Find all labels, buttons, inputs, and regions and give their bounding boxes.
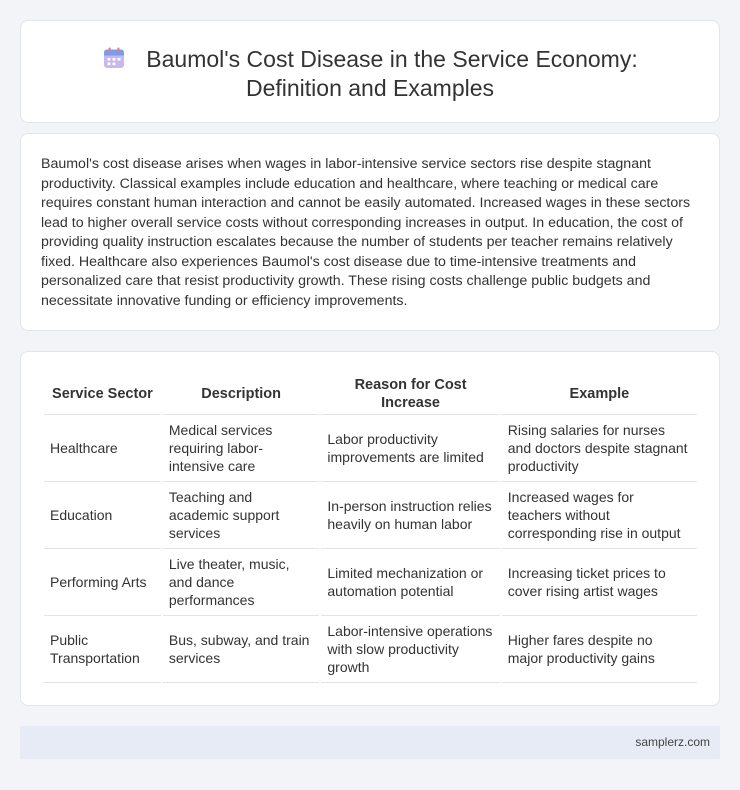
table-row [44,415,697,482]
cell-sector: Healthcare [44,415,161,482]
title-card [20,20,720,123]
footer-site-link[interactable]: samplerz.com [635,735,710,749]
cell-description: Live theater, music, and dance performances [163,549,320,616]
footer [20,726,720,759]
title-wrap [21,45,719,103]
table-row [44,616,697,683]
table-card [20,351,720,706]
cell-reason: Labor-intensive operations with slow productivity growth [321,616,499,683]
cell-reason: In-person instruction relies heavily on human labor [321,482,499,549]
table-header-row [44,373,697,415]
cell-example: Increased wages for teachers without corresponding rise in output [502,482,697,549]
header-reason: Reason for Cost Increase [321,373,499,415]
cell-sector: Public Transportation [44,616,161,683]
cell-description: Bus, subway, and train services [163,616,320,683]
cell-sector: Performing Arts [44,549,161,616]
cell-reason: Labor productivity improvements are limited [321,415,499,482]
cell-example: Rising salaries for nurses and doctors despite stagnant productivity [502,415,697,482]
header-description: Description [163,373,320,415]
header-example: Example [502,373,697,415]
cell-sector: Education [44,482,161,549]
service-sector-table [42,373,699,683]
cell-description: Teaching and academic support services [163,482,320,549]
table-row [44,549,697,616]
title-line-1: Baumol's Cost Disease in the Service Economy: [146,46,638,72]
page-title [21,45,719,103]
intro-card [20,133,720,331]
cell-description: Medical services requiring labor-intensive care [163,415,320,482]
cell-example: Increasing ticket prices to cover rising artist wages [502,549,697,616]
title-line-2: Definition and Examples [245,75,495,101]
cell-example: Higher fares despite no major productivity gains [502,616,697,683]
table-row [44,482,697,549]
cell-reason: Limited mechanization or automation potential [321,549,499,616]
header-service-sector: Service Sector [44,373,161,415]
calendar-icon [102,46,126,70]
intro-paragraph: Baumol's cost disease arises when wages in labor-intensive service sectors rise despite stagnant productivity. Classical examples include education and healthcare, where teaching or medical care requires constant human interaction and cannot be easily automated. Increased wages in these sectors lead to higher overall service costs without corresponding increases in output. In education, the cost of providing quality instruction escalates because the number of students per teacher remains relatively fixed. Healthcare also experiences Baumol's cost disease due to time-intensive treatments and personalized care that resist productivity growth. These rising costs challenge public budgets and necessitate innovative funding or efficiency improvements. [41,156,691,309]
